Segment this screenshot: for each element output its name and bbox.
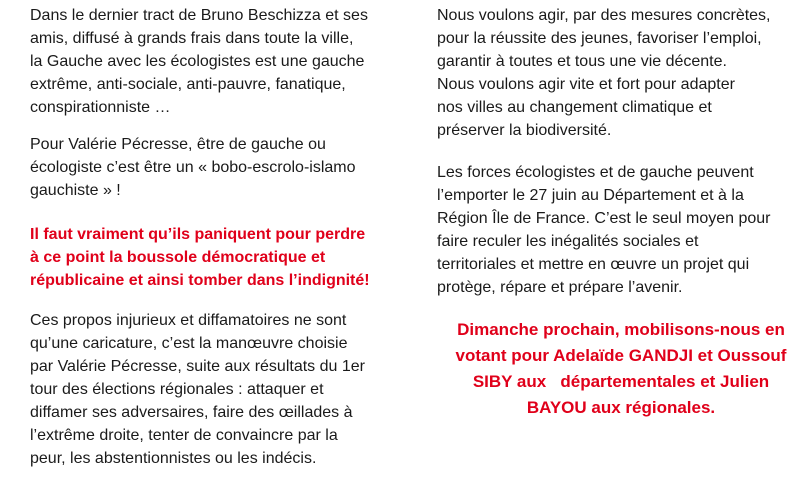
text-line: protège, répare et prépare l’avenir. [437,279,683,296]
text-line: Nous voulons agir, par des mesures concrètes, [437,7,771,24]
highlight-line: à ce point la boussole démocratique et [30,249,326,266]
text-line: la Gauche avec les écologistes est une gauche [30,53,365,70]
text-line: Les forces écologistes et de gauche peuvent [437,164,754,181]
highlight-line: républicaine et ainsi tomber dans l’indignité! [30,272,370,289]
text-line: Nous voulons agir vite et fort pour adapter [437,76,735,93]
text-line: faire reculer les inégalités sociales et [437,233,699,250]
text-line: peur, les abstentionnistes ou les indécis. [30,450,317,467]
text-line: préserver la biodiversité. [437,122,612,139]
text-line: nos villes au changement climatique et [437,99,712,116]
text-line: conspirationniste … [30,99,171,116]
text-line: Dans le dernier tract de Bruno Beschizza et ses [30,7,368,24]
text-line: l’emporter le 27 juin au Département et à la [437,187,744,204]
text-line: pour la réussite des jeunes, favoriser l’emploi, [437,30,762,47]
text-line: Région Île de France. C’est le seul moyen pour [437,210,771,227]
text-line: diffamer ses adversaires, faire des œillades à [30,404,353,421]
text-line: par Valérie Pécresse, suite aux résultats du 1er [30,358,365,375]
cta-line: Dimanche prochain, mobilisons-nous en [457,320,785,339]
text-line: gauchiste » ! [30,182,121,199]
cta-line: SIBY aux départementales et Julien [472,372,770,391]
text-line: garantir à toutes et tous une vie décente. [437,53,727,70]
text-line: territoriales et mettre en œuvre un projet qui [437,256,750,273]
cta-line: BAYOU aux régionales. [526,398,716,417]
text-line: tour des élections régionales : attaquer et [30,381,324,398]
highlight-line: Il faut vraiment qu’ils paniquent pour perdre [30,226,366,243]
text-line: l’extrême droite, tenter de convaincre par la [30,427,338,444]
text-line: extrême, anti-sociale, anti-pauvre, fanatique, [30,76,346,93]
text-line: amis, diffusé à grands frais dans toute la ville, [30,30,354,47]
text-line: Ces propos injurieux et diffamatoires ne sont [30,312,347,329]
text-line: qu’une caricature, c’est la manœuvre choisie [30,335,348,352]
text-line: Pour Valérie Pécresse, être de gauche ou [30,136,326,153]
text-line: écologiste c’est être un « bobo-escrolo-islamo [30,159,356,176]
cta-line: votant pour Adelaïde GANDJI et Oussouf [455,346,787,365]
